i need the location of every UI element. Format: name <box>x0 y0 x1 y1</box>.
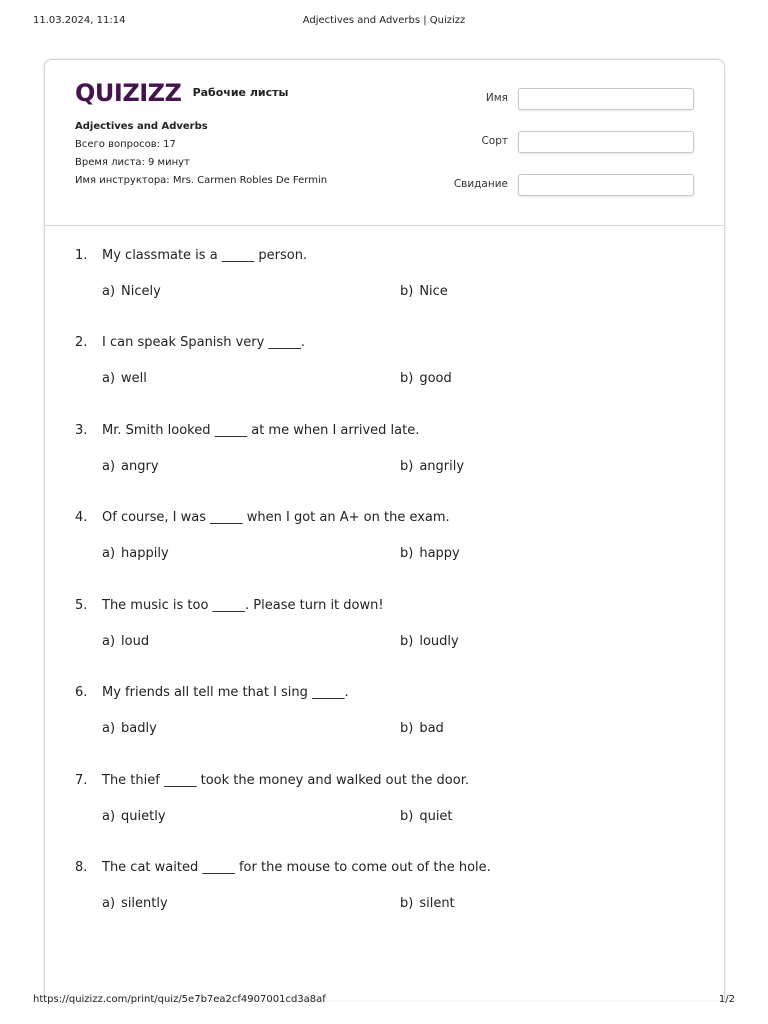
option-letter: a) <box>102 284 116 299</box>
quizizz-logo: QUIZIZZ <box>75 79 182 107</box>
option-b[interactable] <box>400 546 460 561</box>
question-text: Mr. Smith looked _____ at me when I arrived late. <box>102 423 420 438</box>
question-item <box>75 423 695 503</box>
brand-subtitle: Рабочие листы <box>192 86 289 99</box>
question-text: My friends all tell me that I sing _____. <box>102 685 349 700</box>
option-letter: b) <box>400 459 414 474</box>
option-text: loud <box>121 634 150 649</box>
worksheet-meta <box>75 118 335 188</box>
page-number: 1/2 <box>718 994 735 1005</box>
option-b[interactable] <box>400 721 444 736</box>
question-item <box>75 860 695 940</box>
question-number: 8. <box>75 860 88 875</box>
date-input[interactable] <box>518 174 694 196</box>
question-number: 4. <box>75 510 88 525</box>
option-b[interactable] <box>400 284 448 299</box>
option-b[interactable] <box>400 896 455 911</box>
brand <box>75 80 288 106</box>
question-number: 7. <box>75 773 88 788</box>
question-item <box>75 773 695 853</box>
option-text: quiet <box>419 809 453 824</box>
print-title: Adjectives and Adverbs | Quizizz <box>302 15 466 26</box>
worksheet-card <box>44 59 725 1000</box>
print-url: https://quizizz.com/print/quiz/5e7b7ea2cf4907001cd3a8af <box>33 994 326 1005</box>
option-b[interactable] <box>400 459 464 474</box>
date-field-row <box>394 174 694 196</box>
option-letter: b) <box>400 634 414 649</box>
option-b[interactable] <box>400 371 452 386</box>
option-a[interactable] <box>102 809 166 824</box>
question-text: The cat waited _____ for the mouse to come out of the hole. <box>102 860 491 875</box>
instructor-name: Имя инструктора: Mrs. Carmen Robles De Fermin <box>75 175 328 186</box>
question-text: The thief _____ took the money and walked out the door. <box>102 773 469 788</box>
question-number: 2. <box>75 335 88 350</box>
grade-label: Сорт <box>481 135 508 147</box>
question-number: 3. <box>75 423 88 438</box>
grade-input[interactable] <box>518 131 694 153</box>
option-a[interactable] <box>102 634 149 649</box>
total-questions: Всего вопросов: 17 <box>75 139 176 150</box>
question-item <box>75 685 695 765</box>
option-text: quietly <box>121 809 166 824</box>
option-a[interactable] <box>102 459 159 474</box>
option-text: good <box>419 371 452 386</box>
question-text: My classmate is a _____ person. <box>102 248 308 263</box>
option-text: badly <box>121 721 157 736</box>
option-letter: a) <box>102 809 116 824</box>
print-header <box>33 15 735 29</box>
worksheet-header <box>45 60 724 226</box>
option-letter: b) <box>400 284 414 299</box>
option-a[interactable] <box>102 896 168 911</box>
option-text: angrily <box>419 459 465 474</box>
option-letter: a) <box>102 634 116 649</box>
option-a[interactable] <box>102 546 169 561</box>
question-item <box>75 335 695 415</box>
option-letter: b) <box>400 371 414 386</box>
option-a[interactable] <box>102 284 161 299</box>
question-text: Of course, I was _____ when I got an A+ on the exam. <box>102 510 450 525</box>
print-footer <box>33 994 735 1008</box>
option-a[interactable] <box>102 721 157 736</box>
option-letter: a) <box>102 371 116 386</box>
option-text: silent <box>419 896 455 911</box>
option-letter: a) <box>102 459 116 474</box>
question-number: 1. <box>75 248 88 263</box>
question-item <box>75 510 695 590</box>
grade-field-row <box>394 131 694 153</box>
option-letter: a) <box>102 546 116 561</box>
option-text: loudly <box>419 634 459 649</box>
question-number: 6. <box>75 685 88 700</box>
question-text: I can speak Spanish very _____. <box>102 335 306 350</box>
print-datetime: 11.03.2024, 11:14 <box>33 15 126 26</box>
option-text: angry <box>121 459 159 474</box>
worksheet-title: Adjectives and Adverbs <box>75 121 208 132</box>
option-letter: a) <box>102 896 116 911</box>
option-text: Nice <box>419 284 448 299</box>
option-text: happily <box>121 546 169 561</box>
name-input[interactable] <box>518 88 694 110</box>
question-item <box>75 248 695 328</box>
option-letter: b) <box>400 896 414 911</box>
date-label: Свидание <box>453 178 508 190</box>
worksheet-time: Время листа: 9 минут <box>75 157 190 168</box>
option-b[interactable] <box>400 809 453 824</box>
option-text: well <box>121 371 147 386</box>
option-letter: b) <box>400 721 414 736</box>
option-a[interactable] <box>102 371 147 386</box>
option-text: silently <box>121 896 168 911</box>
option-b[interactable] <box>400 634 459 649</box>
option-letter: b) <box>400 546 414 561</box>
name-field-row <box>394 88 694 110</box>
option-letter: a) <box>102 721 116 736</box>
option-text: happy <box>419 546 460 561</box>
name-label: Имя <box>485 92 508 104</box>
option-letter: b) <box>400 809 414 824</box>
question-item <box>75 598 695 678</box>
option-text: bad <box>419 721 444 736</box>
question-number: 5. <box>75 598 88 613</box>
option-text: Nicely <box>121 284 161 299</box>
question-text: The music is too _____. Please turn it down! <box>102 598 384 613</box>
